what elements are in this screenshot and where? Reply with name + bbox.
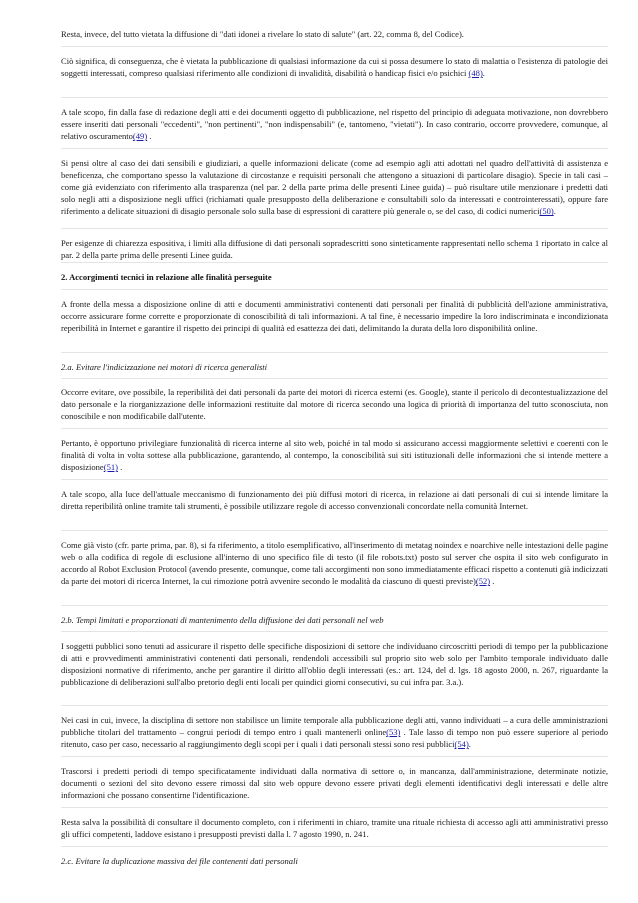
text-run: .	[117, 462, 123, 473]
paragraph-separator	[61, 228, 608, 229]
paragraph	[61, 55, 608, 79]
paragraph-separator	[61, 352, 608, 353]
subsection-heading	[61, 855, 608, 867]
text-run: 2.b. Tempi limitati e proporzionati di mantenimento della diffusione dei dati personali nel web	[61, 615, 384, 625]
paragraph-separator	[61, 97, 608, 98]
paragraph	[61, 437, 608, 473]
paragraph-separator	[61, 756, 608, 757]
paragraph-separator	[61, 428, 608, 429]
paragraph-separator	[61, 479, 608, 480]
text-run: Pertanto, è opportuno privilegiare funzionalità di ricerca interne al sito web, poiché in tal modo si assicurano accessi maggiormente selettivi e coerenti con le finalità di volta in volta sottese alla pubblicazione, garantendo, al contempo, la conoscibilità sui siti istituzionali delle informazioni che si intende mettere a disposizione	[61, 438, 608, 473]
paragraph-separator	[61, 631, 608, 632]
text-run: A tale scopo, alla luce dell'attuale meccanismo di funzionamento dei più diffusi motori di ricerca, in relazione ai dati personali di cui si intende limitare la diretta reperibilità online tramite tali strumenti, è possibile utilizzare regole di accesso convenzionali concordate nella comunità Internet.	[61, 489, 608, 512]
paragraph	[61, 106, 608, 142]
paragraph	[61, 237, 608, 261]
section-heading	[61, 271, 608, 283]
paragraph	[61, 539, 608, 587]
text-run: Resta salva la possibilità di consultare il documento completo, con i riferimenti in chiaro, tramite una rituale richiesta di accesso agli atti amministrativi presso gli uffici competenti, laddove esistano i presupposti previsti dalla l. 7 agosto 1990, n. 241.	[61, 817, 608, 840]
paragraph-separator	[61, 262, 608, 263]
text-run: Occorre evitare, ove possibile, la reperibilità dei dati personali da parte dei motori di ricerca esterni (es. Google), stante il pericolo di decontestualizzazione del dato personale e la riorganizzazione delle informazioni restituite dal motore di ricerca secondo una logica di priorità di importanza del tutto sconosciuta, non conoscibile e non modificabile dall'utente.	[61, 387, 608, 422]
text-run: .	[553, 206, 556, 217]
paragraph	[61, 298, 608, 334]
footnote-link[interactable]: (51)	[103, 462, 118, 473]
text-run: 2.c. Evitare la duplicazione massiva dei file contenenti dati personali	[61, 856, 298, 866]
paragraph	[61, 765, 608, 801]
paragraph	[61, 640, 608, 688]
paragraph	[61, 488, 608, 512]
subsection-heading	[61, 361, 608, 373]
text-run: Trascorsi i predetti periodi di tempo specificatamente individuati dalla normativa di settore o, in mancanza, dall'amministrazione, determinate notizie, documenti o sezioni del sito devono essere rimossi dal sito web oppure devono essere privati degli elementi identificativi degli interessati e delle altre informazioni che possano consentirne l'identificazione.	[61, 766, 608, 801]
paragraph-separator	[61, 148, 608, 149]
paragraph-separator	[61, 530, 608, 531]
footnote-link[interactable]: (54)	[454, 739, 469, 750]
footnote-link[interactable]: (49)	[132, 131, 148, 142]
text-run: .	[482, 68, 485, 79]
text-run: .	[468, 739, 471, 750]
text-run: Come già visto (cfr. parte prima, par. 8), si fa riferimento, a titolo esemplificativo, all'inserimento di metatag noindex e noarchive nelle intestazioni delle pagine web o alla codifica di regole di esclusione all'interno di uno specifico file di testo (il file robots.txt) posto sul server che ospita il sito web configurato in accordo al Robot Exclusion Protocol (avendo presente, comunque, come tali accorgimenti non sono immediatamente efficaci rispetto a contenuti già indicizzati da parte dei motori di ricerca Internet, la cui rimozione potrà avvenire secondo le modalità da ciascuno di questi previste)	[61, 540, 608, 587]
text-run: 2.a. Evitare l'indicizzazione nei motori di ricerca generalisti	[61, 362, 268, 372]
paragraph-separator	[61, 378, 608, 379]
footnote-link[interactable]: (50)	[539, 206, 554, 217]
paragraph-separator	[61, 605, 608, 606]
footnote-link[interactable]: (48)	[468, 68, 483, 79]
text-run: Ciò significa, di conseguenza, che è vietata la pubblicazione di qualsiasi informazione da cui si possa desumere lo stato di malattia o l'esistenza di patologie dei soggetti interessati, compreso qualsiasi riferimento alle condizioni di invalidità, disabilità o handicap fisici e/o psichici	[61, 56, 608, 79]
text-run: A tale scopo, fin dalla fase di redazione degli atti e dei documenti oggetto di pubblicazione, nel rispetto del principio di adeguata motivazione, non dovrebbero essere inseriti dati personali "eccedenti", "non pertinenti", "non indispensabili" (e, tantomeno, "vietati"). In caso contrario, occorre provvedere, comunque, al relativo oscuramento	[61, 107, 608, 142]
paragraph	[61, 714, 608, 750]
text-run: Resta, invece, del tutto vietata la diffusione di "dati idonei a rivelare lo stato di salute" (art. 22, comma 8, del Codice).	[61, 29, 464, 39]
text-run: Per esigenze di chiarezza espositiva, i limiti alla diffusione di dati personali sopradescritti sono sinteticamente rappresentati nello schema 1 riportato in calce al par. 2 della parte prima delle presenti Linee guida.	[61, 238, 608, 261]
text-run: . Tale lasso di tempo non può essere superiore al periodo ritenuto, caso per caso, necessario al raggiungimento degli scopi per i quali i dati personali stessi sono resi pubblici	[61, 727, 608, 750]
paragraph-separator	[61, 705, 608, 706]
paragraph	[61, 28, 608, 40]
paragraph	[61, 157, 608, 217]
subsection-heading	[61, 614, 608, 626]
footnote-link[interactable]: (53)	[386, 727, 401, 738]
text-run: .	[147, 131, 152, 142]
paragraph-separator	[61, 807, 608, 808]
footnote-link[interactable]: (52)	[475, 576, 491, 587]
text-run: .	[490, 576, 495, 587]
text-run: Nei casi in cui, invece, la disciplina di settore non stabilisce un limite temporale alla pubblicazione degli atti, vanno individuati – a cura delle amministrazioni pubbliche titolari del trattamento – congrui periodi di tempo entro i quali mantenerli online	[61, 715, 608, 738]
paragraph-separator	[61, 46, 608, 47]
text-run: 2. Accorgimenti tecnici in relazione alle finalità perseguite	[61, 272, 272, 282]
paragraph-separator	[61, 289, 608, 290]
text-run: A fronte della messa a disposizione online di atti e documenti amministrativi contenenti dati personali per finalità di pubblicità dell'azione amministrativa, occorre assicurare forme corrette e proporzionate di conoscibilità di tali informazioni. A tal fine, è necessario impedire la loro indiscriminata e incondizionata reperibilità in Internet e garantire il rispetto dei principi di qualità ed esattezza dei dati, delimitando la durata della loro disponibilità online.	[61, 299, 608, 334]
text-run: Si pensi oltre al caso dei dati sensibili e giudiziari, a quelle informazioni delicate (come ad esempio agli atti adottati nel quadro dell'attività di assistenza e beneficenza, che comportano spesso la valutazione di circostanze e requisiti personali che attengono a situazioni di particolare disagio). Specie in tali casi – come già evidenziato con riferimento alla trasparenza (nel par. 2 della parte prima delle presenti Linee guida) – può risultare utile menzionare i predetti dati solo negli atti a disposizione negli uffici (richiamati quale presupposto della deliberazione e consultabili solo da interessati e controinteressati), oppure fare riferimento a delicate situazioni di disagio personale solo sulla base di espressioni di carattere più generale o, se del caso, di codici numerici	[61, 158, 608, 217]
paragraph	[61, 386, 608, 422]
paragraph-separator	[61, 846, 608, 847]
text-run: I soggetti pubblici sono tenuti ad assicurare il rispetto delle specifiche disposizioni di settore che individuano circoscritti periodi di tempo per la pubblicazione di atti e provvedimenti amministrativi contenenti dati personali, rendendoli accessibili sul proprio sito web solo per l'ambito temporale individuato dalle disposizioni normative di riferimento, anche per garantire il diritto all'oblio degli interessati (es.: art. 124, del d. lgs. 18 agosto 2000, n. 267, riguardante la pubblicazione di deliberazioni sull'albo pretorio degli enti locali per quindici giorni consecutivi, su cui infra par. 3.a.).	[61, 641, 608, 688]
paragraph	[61, 816, 608, 840]
